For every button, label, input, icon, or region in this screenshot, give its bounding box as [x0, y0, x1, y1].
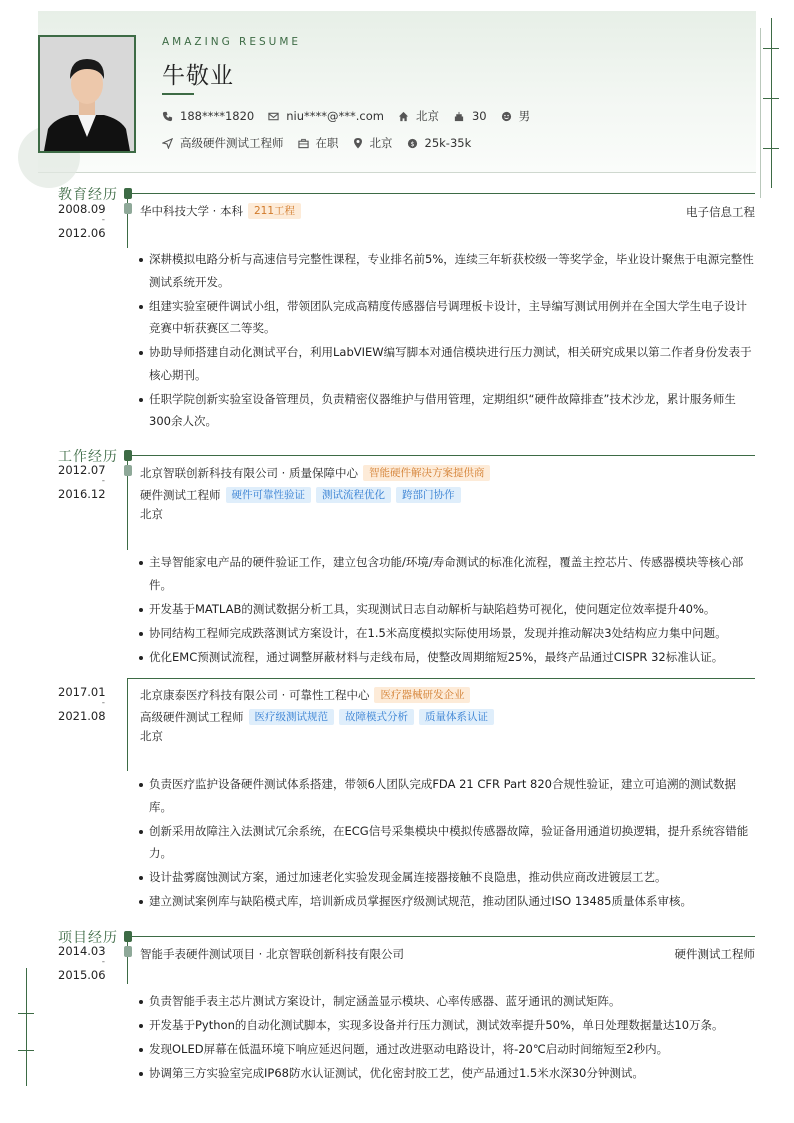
decor-line [26, 968, 27, 1086]
section-title-project: 项目经历 [58, 930, 118, 946]
list-item: 创新采用故障注入法测试冗余系统，在ECG信号采集模块中模拟传感器故障，验证备用通道切换逻辑，提升系统容错能力。 [138, 820, 754, 865]
profile-photo [38, 35, 136, 153]
status-text: 在职 [315, 136, 339, 150]
phone-item [162, 109, 254, 123]
section-divider [129, 455, 755, 456]
section-title-work: 工作经历 [58, 449, 118, 465]
email-text: niu****@***.com [286, 109, 384, 123]
decor-line [771, 18, 772, 188]
project-bullets [138, 990, 754, 1086]
decor-line [763, 148, 779, 149]
list-item: 协助导师搭建自动化测试平台，利用LabVIEW编写脚本对通信模块进行压力测试，相关研究成果以第二作者身份发表于核心期刊。 [138, 341, 754, 386]
list-item: 深耕模拟电路分析与高速信号完整性课程，专业排名前5%，连续三年斩获校级一等奖学金，毕业设计聚焦于电源完整性测试系统开发。 [138, 248, 754, 293]
name-underline [162, 93, 194, 95]
candidate-name: 牛敬业 [162, 63, 234, 89]
project-start-date: 2014.03 [58, 944, 106, 958]
skill-tag: 硬件可靠性验证 [226, 487, 312, 503]
list-item: 负责医疗监护设备硬件测试体系搭建，带领6人团队完成FDA 21 CFR Part 820合规性验证，建立可追溯的测试数据库。 [138, 773, 754, 818]
city-item [353, 135, 393, 151]
job2-location: 北京 [140, 729, 163, 743]
entry-marker [124, 465, 132, 476]
job1-role-line [140, 487, 461, 503]
hometown-item [398, 108, 439, 124]
project-name: 智能手表硬件测试项目 · 北京智联创新科技有限公司 [140, 947, 404, 961]
gender-item [501, 108, 531, 124]
company-name: 北京康泰医疗科技有限公司 · 可靠性工程中心 [140, 688, 370, 702]
timeline-line [127, 937, 128, 984]
entry-divider [127, 678, 755, 679]
salary-item [407, 136, 472, 150]
decor-line [18, 1050, 34, 1051]
entry-marker [124, 203, 132, 214]
phone-text: 188****1820 [180, 109, 255, 123]
age-item [453, 109, 487, 123]
contact-row [162, 108, 544, 124]
list-item: 开发基于MATLAB的测试数据分析工具，实现测试日志自动解析与缺陷趋势可视化，使问题定位效率提升40%。 [138, 598, 754, 621]
section-divider [129, 936, 755, 937]
job-title: 硬件测试工程师 [140, 488, 221, 502]
list-item: 开发基于Python的自动化测试脚本，实现多设备并行压力测试，测试效率提升50%，单日处理数据量达10万条。 [138, 1014, 754, 1037]
job1-company-line [140, 465, 490, 481]
list-item: 优化EMC预测试流程，通过调整屏蔽材料与走线布局，使整改周期缩短25%，最终产品通过CISPR 32标准认证。 [138, 646, 754, 669]
position-text: 高级硬件测试工程师 [180, 136, 284, 150]
cake-icon [453, 111, 465, 122]
job-intent-row [162, 135, 485, 151]
list-item: 协同结构工程师完成跌落测试方案设计，在1.5米高度模拟实际使用场景，发现并推动解决3处结构应力集中问题。 [138, 622, 754, 645]
hometown-text: 北京 [415, 109, 439, 123]
timeline-line [127, 678, 128, 771]
city-text: 北京 [369, 136, 393, 150]
home-icon [398, 111, 409, 122]
resume-header [38, 11, 756, 173]
company-name: 北京智联创新科技有限公司 · 质量保障中心 [140, 466, 358, 480]
date-separator: - [101, 476, 105, 486]
job1-bullets [138, 551, 754, 670]
list-item: 主导智能家电产品的硬件验证工作，建立包含功能/环境/寿命测试的标准化流程，覆盖主控芯片、传感器模块等核心部件。 [138, 551, 754, 596]
money-icon [407, 138, 418, 149]
section-title-education: 教育经历 [58, 187, 118, 203]
date-separator: - [101, 698, 105, 708]
list-item: 协调第三方实验室完成IP68防水认证测试，优化密封胶工艺，使产品通过1.5米水深30分钟测试。 [138, 1062, 754, 1085]
position-item [162, 135, 284, 151]
job2-start-date: 2017.01 [58, 685, 106, 699]
smile-icon [501, 111, 512, 122]
education-bullets [138, 248, 754, 434]
decor-line [18, 1013, 34, 1014]
list-item: 组建实验室硬件调试小组，带领团队完成高精度传感器信号调理板卡设计，主导编写测试用例并在全国大学生电子设计竞赛中斩获赛区二等奖。 [138, 295, 754, 340]
age-text: 30 [471, 109, 487, 123]
list-item: 发现OLED屏幕在低温环境下响应延迟问题，通过改进驱动电路设计，将-20℃启动时间缩短至2秒内。 [138, 1038, 754, 1061]
send-icon [162, 138, 173, 149]
job2-company-line [140, 687, 470, 703]
school-line [140, 203, 301, 219]
education-start-date: 2008.09 [58, 202, 106, 216]
major: 电子信息工程 [686, 205, 755, 219]
phone-icon [162, 111, 173, 122]
status-item [298, 135, 339, 151]
skill-tag: 测试流程优化 [316, 487, 391, 503]
section-marker [124, 931, 132, 942]
company-tag: 智能硬件解决方案提供商 [363, 465, 491, 481]
avatar-image [40, 37, 134, 151]
section-marker [124, 450, 132, 461]
list-item: 任职学院创新实验室设备管理员，负责精密仪器维护与借用管理，定期组织“硬件故障排查”技术沙龙，累计服务师生300余人次。 [138, 388, 754, 433]
entry-marker [124, 946, 132, 957]
project-role: 硬件测试工程师 [674, 947, 755, 961]
job1-start-date: 2012.07 [58, 463, 106, 477]
location-pin-icon [353, 137, 363, 149]
job2-role-line [140, 709, 494, 725]
job2-bullets [138, 773, 754, 914]
skill-tag: 故障模式分析 [339, 709, 414, 725]
decor-line [760, 28, 761, 198]
list-item: 建立测试案例库与缺陷模式库，培训新成员掌握医疗级测试规范，推动团队通过ISO 13485质量体系审核。 [138, 890, 754, 913]
date-separator: - [101, 215, 105, 225]
decor-line [763, 48, 779, 49]
section-marker [124, 188, 132, 199]
section-divider [129, 193, 755, 194]
list-item: 设计盐雾腐蚀测试方案，通过加速老化实验发现金属连接器接触不良隐患，推动供应商改进镀层工艺。 [138, 866, 754, 889]
salary-text: 25k-35k [424, 136, 472, 150]
gender-text: 男 [518, 109, 531, 123]
svg-text:$: $ [409, 139, 415, 148]
skill-tag: 质量体系认证 [419, 709, 494, 725]
skill-tag: 医疗级测试规范 [249, 709, 335, 725]
education-end-date: 2012.06 [58, 226, 106, 240]
job-title: 高级硬件测试工程师 [140, 710, 244, 724]
decor-line [763, 98, 779, 99]
mail-icon [268, 111, 279, 122]
school-name: 华中科技大学 · 本科 [140, 204, 243, 218]
email-item [268, 109, 384, 123]
list-item: 负责智能手表主芯片测试方案设计，制定涵盖显示模块、心率传感器、蓝牙通讯的测试矩阵。 [138, 990, 754, 1013]
skill-tag: 跨部门协作 [396, 487, 461, 503]
resume-tagline: AMAZING RESUME [162, 36, 302, 48]
school-tag: 211工程 [248, 203, 301, 219]
date-separator: - [101, 957, 105, 967]
company-tag: 医疗器械研发企业 [374, 687, 470, 703]
job2-end-date: 2021.08 [58, 709, 106, 723]
project-end-date: 2015.06 [58, 968, 106, 982]
briefcase-icon [298, 138, 309, 149]
job1-end-date: 2016.12 [58, 487, 106, 501]
job1-location: 北京 [140, 507, 163, 521]
